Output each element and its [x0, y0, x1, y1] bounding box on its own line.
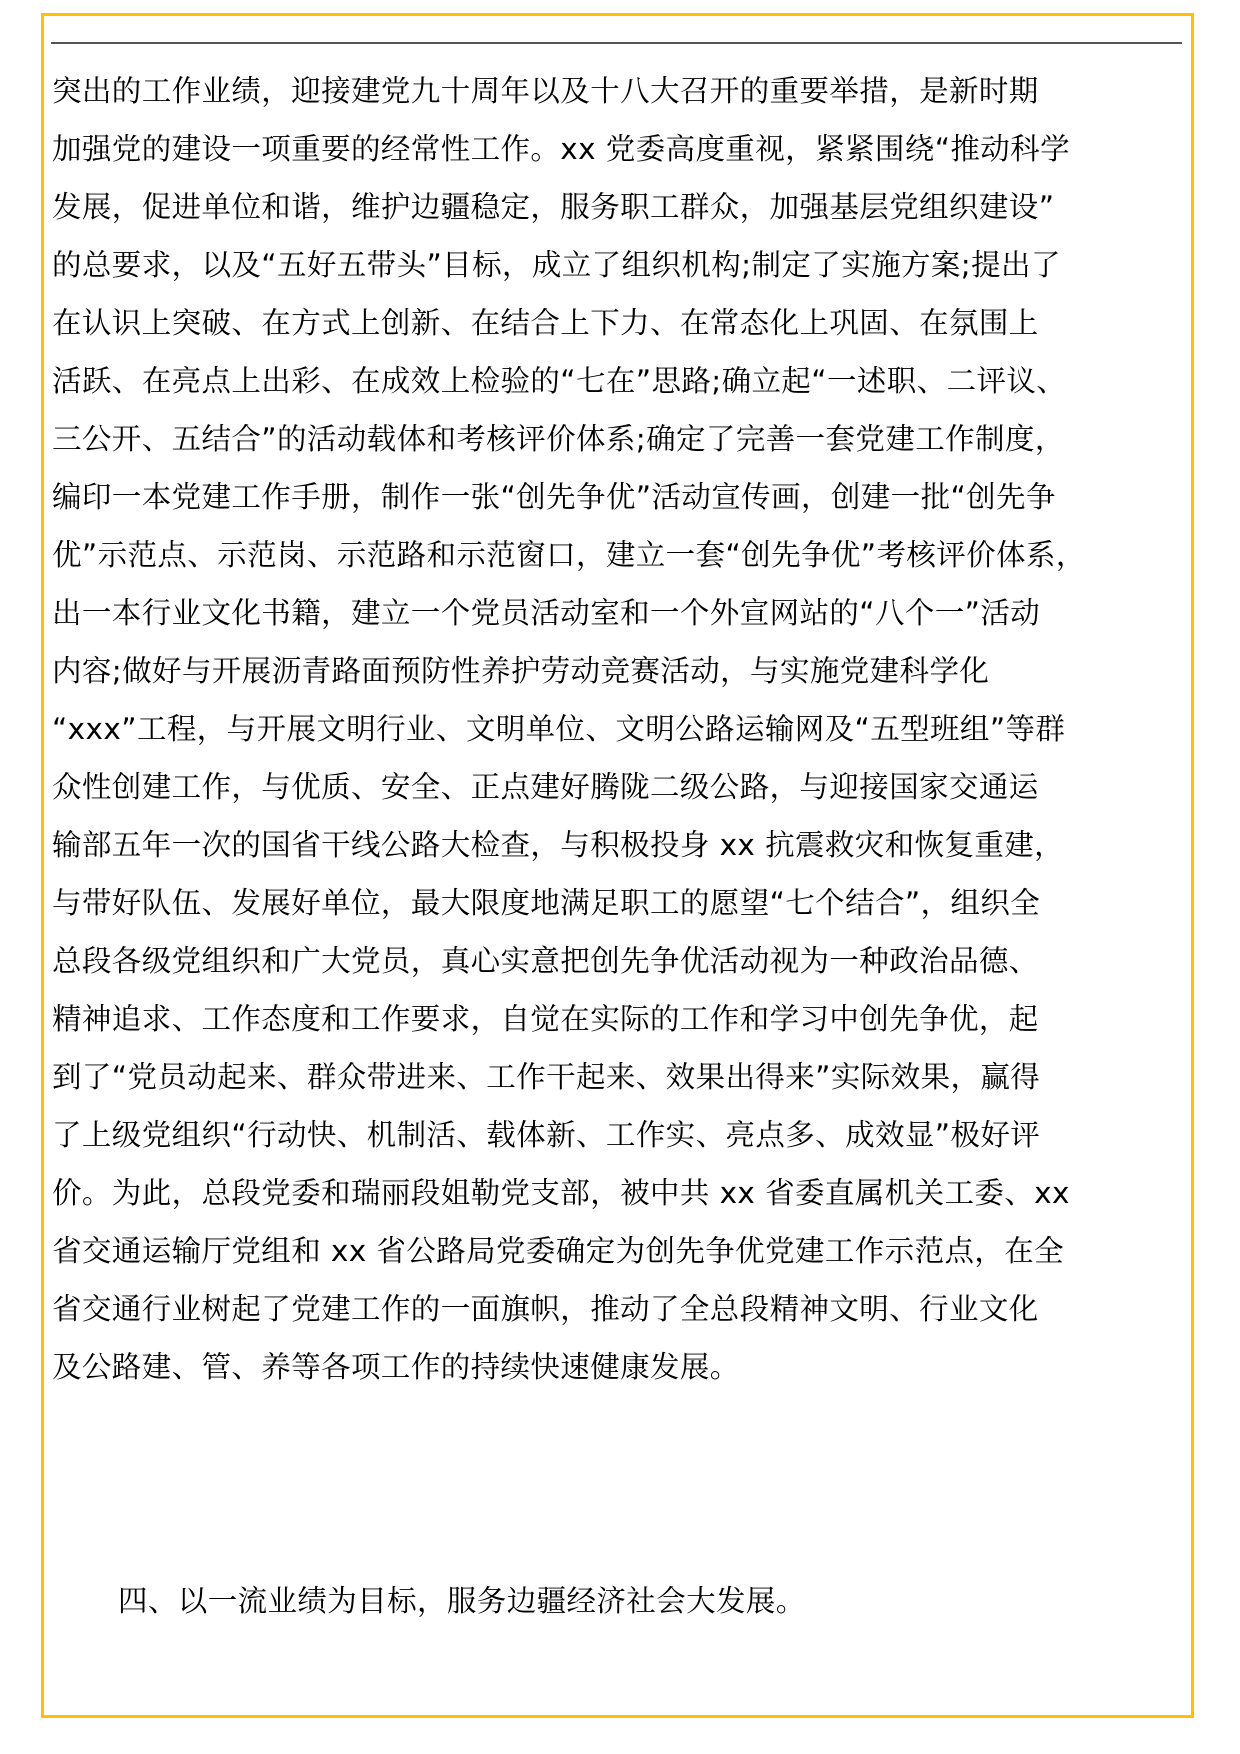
paragraph-line: 出一本行业文化书籍，建立一个党员活动室和一个外宣网站的“八个一”活动 [52, 596, 1041, 630]
paragraph-line: 总段各级党组织和广大党员，真心实意把创先争优活动视为一种政治品德、 [52, 944, 1039, 978]
body-paragraph [52, 62, 1187, 1396]
paragraph-line: 了上级党组织“行动快、机制活、载体新、工作实、亮点多、成效显”极好评 [52, 1118, 1041, 1152]
paragraph-line: 及公路建、管、养等各项工作的持续快速健康发展。 [52, 1350, 740, 1384]
header-rule [51, 42, 1182, 44]
paragraph-line: 发展，促进单位和谐，维护边疆稳定，服务职工群众，加强基层党组织建设” [52, 190, 1055, 224]
paragraph-line: 精神追求、工作态度和工作要求，自觉在实际的工作和学习中创先争优，起 [52, 1002, 1039, 1036]
section-heading: 四、以一流业绩为目标，服务边疆经济社会大发展。 [118, 1584, 806, 1618]
paragraph-line: 价。为此，总段党委和瑞丽段姐勒党支部，被中共 xx 省委直属机关工委、xx [52, 1176, 1070, 1210]
paragraph-line: 编印一本党建工作手册，制作一张“创先争优”活动宣传画，创建一批“创先争 [52, 480, 1056, 514]
paragraph-line: 活跃、在亮点上出彩、在成效上检验的“七在”思路;确立起“一述职、二评议、 [52, 364, 1067, 398]
paragraph-line: 与带好队伍、发展好单位，最大限度地满足职工的愿望“七个结合”，组织全 [52, 886, 1041, 920]
paragraph-line: 内容;做好与开展沥青路面预防性养护劳动竞赛活动，与实施党建科学化 [52, 654, 990, 688]
paragraph-line: 省交通运输厅党组和 xx 省公路局党委确定为创先争优党建工作示范点，在全 [52, 1234, 1065, 1268]
paragraph-line: “xxx”工程，与开展文明行业、文明单位、文明公路运输网及“五型班组”等群 [52, 712, 1066, 746]
paragraph-line: 突出的工作业绩，迎接建党九十周年以及十八大召开的重要举措，是新时期 [52, 74, 1039, 108]
paragraph-line: 优”示范点、示范岗、示范路和示范窗口，建立一套“创先争优”考核评价体系， [52, 538, 1086, 572]
paragraph-line: 在认识上突破、在方式上创新、在结合上下力、在常态化上巩固、在氛围上 [52, 306, 1039, 340]
paragraph-line: 的总要求，以及“五好五带头”目标，成立了组织机构;制定了实施方案;提出了 [52, 248, 1061, 282]
paragraph-line: 众性创建工作，与优质、安全、正点建好腾陇二级公路，与迎接国家交通运 [52, 770, 1039, 804]
paragraph-line: 三公开、五结合”的活动载体和考核评价体系;确定了完善一套党建工作制度， [52, 422, 1065, 456]
paragraph-line: 到了“党员动起来、群众带进来、工作干起来、效果出得来”实际效果，赢得 [52, 1060, 1041, 1094]
paragraph-line: 加强党的建设一项重要的经常性工作。xx 党委高度重视，紧紧围绕“推动科学 [52, 132, 1070, 166]
paragraph-line: 省交通行业树起了党建工作的一面旗帜，推动了全总段精神文明、行业文化 [52, 1292, 1039, 1326]
paragraph-line: 输部五年一次的国省干线公路大检查，与积极投身 xx 抗震救灾和恢复重建， [52, 828, 1065, 862]
